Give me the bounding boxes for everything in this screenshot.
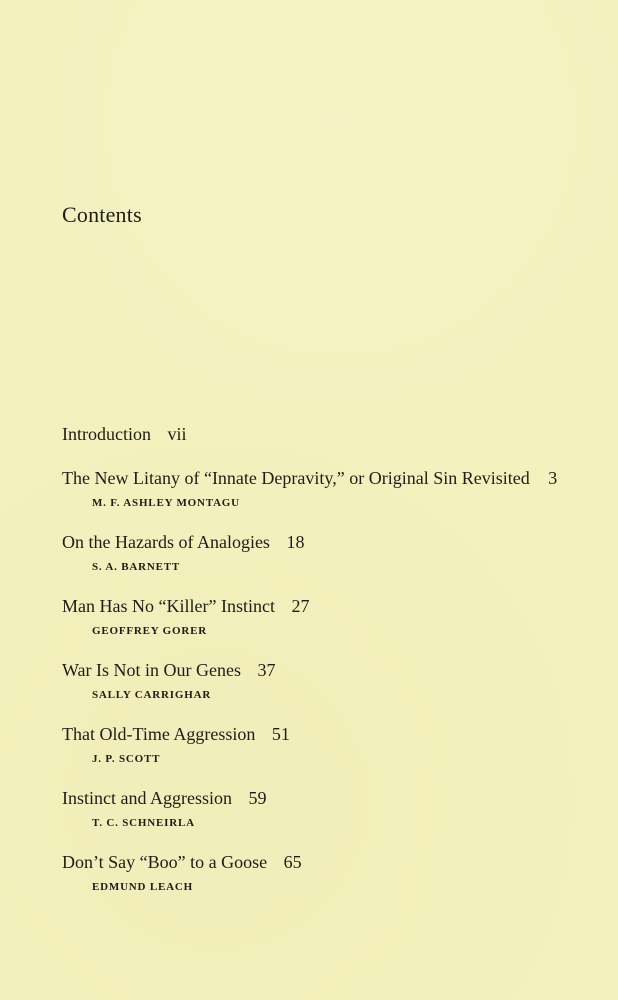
introduction-page-number: vii [167, 424, 187, 444]
entry-page-number: 51 [271, 724, 290, 744]
entry-page-number: 65 [283, 852, 302, 872]
introduction-label: Introduction [62, 424, 151, 444]
entry-title: The New Litany of “Innate Depravity,” or Original Sin Revisited [62, 468, 530, 488]
entry-author: EDMUND LEACH [92, 881, 193, 893]
entry-title: That Old-Time Aggression [62, 724, 256, 744]
contents-entry [62, 724, 290, 765]
entry-title-line [62, 532, 304, 552]
entry-title: Instinct and Aggression [62, 788, 232, 808]
entry-author: SALLY CARRIGHAR [92, 689, 212, 701]
entry-page-number: 18 [286, 532, 305, 552]
entry-title: War Is Not in Our Genes [62, 660, 242, 680]
contents-entry [62, 660, 276, 701]
contents-entry [62, 596, 309, 637]
page-title: Contents [62, 202, 142, 227]
introduction-entry [62, 424, 187, 445]
entry-title-line [62, 596, 309, 616]
entry-author: M. F. ASHLEY MONTAGU [92, 497, 240, 509]
entry-title-line [62, 788, 266, 808]
entry-title: Man Has No “Killer” Instinct [62, 596, 275, 616]
entry-author: T. C. SCHNEIRLA [92, 817, 195, 829]
entry-author: J. P. SCOTT [92, 753, 161, 765]
entry-title-line [62, 852, 302, 872]
entry-title-line [62, 468, 557, 488]
entry-page-number: 37 [257, 660, 276, 680]
contents-entry [62, 532, 304, 573]
entry-author: S. A. BARNETT [92, 561, 181, 573]
entry-title-line [62, 660, 276, 680]
contents-entry [62, 788, 266, 829]
entry-page-number: 59 [248, 788, 267, 808]
entry-author: GEOFFREY GORER [92, 625, 207, 637]
contents-entry [62, 852, 302, 893]
entry-title: On the Hazards of Analogies [62, 532, 270, 552]
contents-entry [62, 468, 557, 509]
entry-title: Don’t Say “Boo” to a Goose [62, 852, 268, 872]
entry-title-line [62, 724, 290, 744]
entry-page-number: 27 [291, 596, 310, 616]
entry-page-number: 3 [548, 468, 558, 488]
